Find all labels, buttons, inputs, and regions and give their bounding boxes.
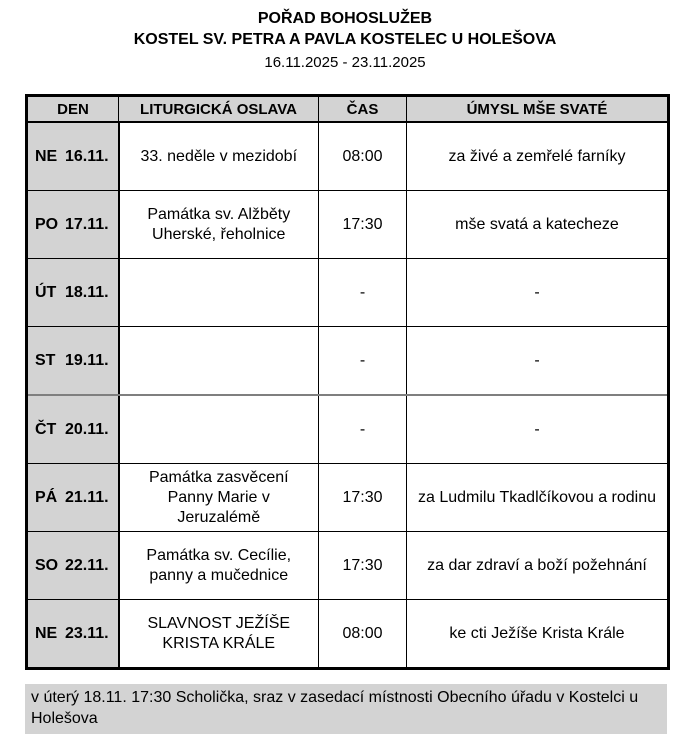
table-row	[27, 259, 669, 327]
column-header-liturgicka-oslava: LITURGICKÁ OSLAVA	[119, 96, 319, 123]
intention-cell: mše svatá a katecheze	[407, 191, 669, 259]
day-abbrev: PO	[35, 215, 59, 233]
day-date: 18.11.	[65, 283, 109, 301]
day-cell	[27, 122, 119, 191]
day-abbrev: ÚT	[35, 283, 57, 301]
document-subtitle: KOSTEL SV. PETRA A PAVLA KOSTELEC U HOLEŠOVA	[133, 31, 557, 48]
day-date: 16.11.	[65, 147, 109, 165]
celebration-cell: SLAVNOST JEŽÍŠE KRISTA KRÁLE	[119, 600, 319, 669]
day-date: 23.11.	[65, 624, 109, 642]
day-cell	[27, 327, 119, 396]
day-cell	[27, 259, 119, 327]
day-date: 22.11.	[65, 556, 109, 574]
table-row	[27, 191, 669, 259]
day-abbrev: ČT	[35, 420, 57, 438]
celebration-cell	[119, 395, 319, 464]
day-abbrev: ST	[35, 351, 56, 369]
day-cell	[27, 532, 119, 600]
celebration-cell: Památka zasvěcení Panny Marie v Jeruzalémě	[119, 464, 319, 532]
date-range: 16.11.2025 - 23.11.2025	[264, 54, 426, 71]
table-row	[27, 395, 669, 464]
table-row	[27, 122, 669, 191]
day-cell	[27, 191, 119, 259]
table-row	[27, 464, 669, 532]
header-row	[27, 96, 669, 123]
intention-cell: -	[407, 259, 669, 327]
celebration-cell	[119, 327, 319, 396]
time-cell: 08:00	[319, 600, 407, 669]
day-abbrev: PÁ	[35, 488, 58, 506]
table-row	[27, 600, 669, 669]
time-cell: 17:30	[319, 191, 407, 259]
day-cell	[27, 395, 119, 464]
intention-cell: za živé a zemřelé farníky	[407, 122, 669, 191]
time-cell: 17:30	[319, 532, 407, 600]
time-cell: -	[319, 395, 407, 464]
footer-note: v úterý 18.11. 17:30 Scholička, sraz v zasedací místnosti Obecního úřadu v Kostelci u Holešova	[25, 684, 667, 734]
day-cell	[27, 464, 119, 532]
column-header-umysl: ÚMYSL MŠE SVATÉ	[407, 96, 669, 123]
celebration-cell: 33. neděle v mezidobí	[119, 122, 319, 191]
celebration-cell: Památka sv. Cecílie, panny a mučednice	[119, 532, 319, 600]
schedule-table	[25, 94, 670, 670]
day-abbrev: SO	[35, 556, 59, 574]
celebration-cell: Památka sv. Alžběty Uherské, řeholnice	[119, 191, 319, 259]
time-cell: 08:00	[319, 122, 407, 191]
document-header	[0, 0, 690, 73]
table-row	[27, 532, 669, 600]
column-header-cas: ČAS	[319, 96, 407, 123]
time-cell: 17:30	[319, 464, 407, 532]
time-cell: -	[319, 327, 407, 396]
celebration-cell	[119, 259, 319, 327]
intention-cell: -	[407, 327, 669, 396]
day-abbrev: NE	[35, 147, 58, 165]
day-date: 20.11.	[65, 420, 109, 438]
intention-cell: -	[407, 395, 669, 464]
table-row	[27, 327, 669, 396]
day-date: 19.11.	[65, 351, 109, 369]
day-date: 21.11.	[65, 488, 109, 506]
time-cell: -	[319, 259, 407, 327]
document-title: POŘAD BOHOSLUŽEB	[257, 10, 433, 27]
day-cell	[27, 600, 119, 669]
column-header-den: DEN	[27, 96, 119, 123]
day-abbrev: NE	[35, 624, 58, 642]
intention-cell: za Ludmilu Tkadlčíkovou a rodinu	[407, 464, 669, 532]
intention-cell: ke cti Ježíše Krista Krále	[407, 600, 669, 669]
intention-cell: za dar zdraví a boží požehnání	[407, 532, 669, 600]
day-date: 17.11.	[65, 215, 109, 233]
